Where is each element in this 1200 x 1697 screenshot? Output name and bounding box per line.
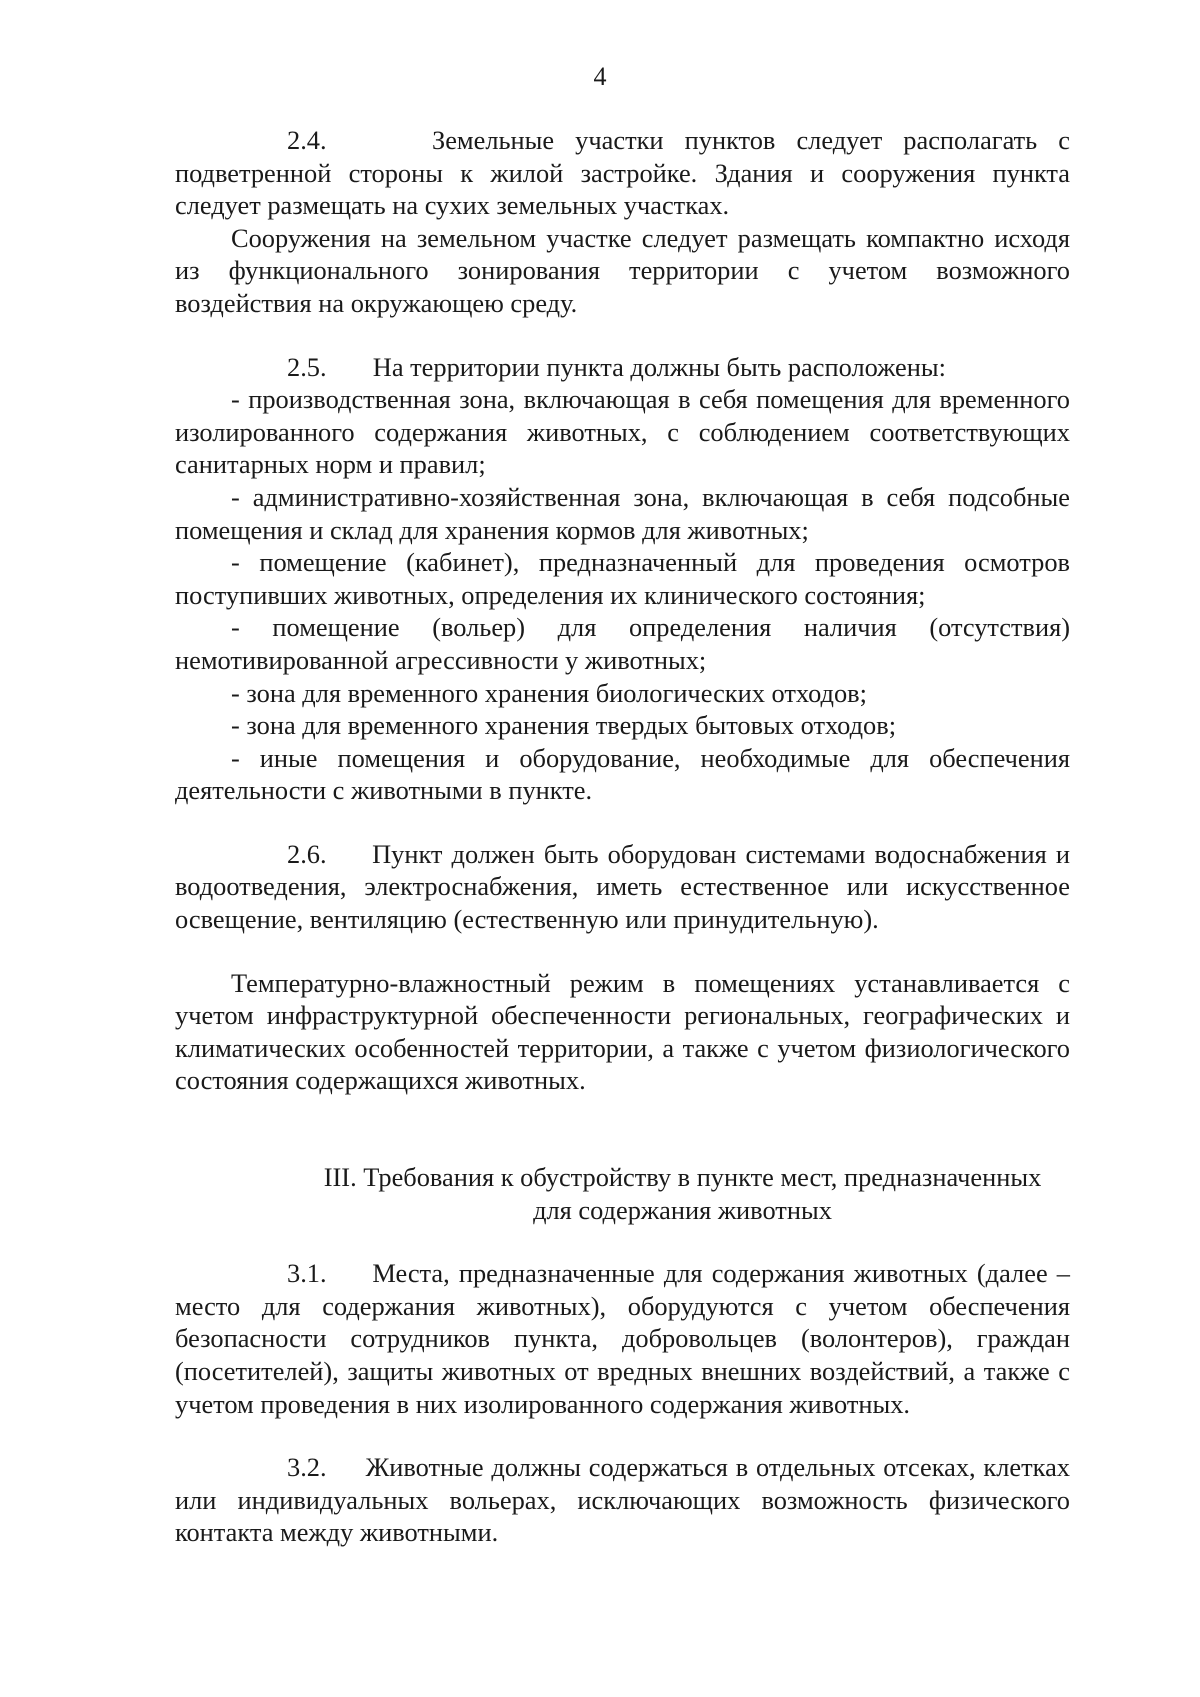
paragraph-2-4	[175, 124, 1070, 222]
document-body	[175, 124, 1070, 1549]
list-item: - зона для временного хранения твердых бытовых отходов;	[231, 710, 897, 741]
page-number: 4	[593, 62, 607, 91]
paragraph-2-6-continued: Температурно-влажностный режим в помещениях устанавливается с учетом инфраструктурной обеспеченности региональных, географических и климатических особенностей территории, а также с учетом физиологического состояния содержащихся животных.	[175, 967, 1070, 1096]
list-item: - производственная зона, включающая в себя помещения для временного изолированного содержания животных, с соблюдением соответствующих санитарных норм и правил;	[175, 384, 1070, 480]
paragraph-text: На территории пункта должны быть расположены:	[372, 351, 946, 382]
paragraph-text: Земельные участки пунктов следует располагать с подветренной стороны к жилой застройке. Здания и сооружения пункта следует размещать на сухих земельных участках.	[175, 125, 1070, 221]
paragraph-3-1	[175, 1257, 1070, 1420]
list-item: - иные помещения и оборудование, необходимые для обеспечения деятельности с животными в пункте.	[175, 742, 1070, 806]
section-3-heading	[175, 1161, 1070, 1226]
list-item: - помещение (вольер) для определения наличия (отсутствия) немотивированной агрессивности у животных;	[175, 612, 1070, 675]
paragraph-2-5	[175, 351, 1070, 384]
paragraph-2-4-continued: Сооружения на земельном участке следует размещать компактно исходя из функционального зонирования территории с учетом возможного воздействия на окружающею среду.	[175, 222, 1070, 318]
paragraph-number: 3.2.	[287, 1452, 327, 1483]
list-item: - зона для временного хранения биологических отходов;	[231, 677, 867, 708]
section-heading-line: для содержания животных	[533, 1194, 832, 1225]
paragraph-text: Места, предназначенные для содержания животных (далее – место для содержания животных), оборудуются с учетом обеспечения безопасности сотрудников пункта, добровольцев (волонтеров), граждан (посетителей), защиты животных от вредных внешних воздействий, а также с учетом проведения в них изолированного содержания животных.	[175, 1258, 1070, 1419]
paragraph-number: 2.6.	[287, 838, 327, 869]
list-item: - помещение (кабинет), предназначенный для проведения осмотров поступивших животных, определения их клинического состояния;	[175, 547, 1070, 610]
paragraph-number: 2.4.	[287, 125, 327, 155]
paragraph-2-6	[175, 838, 1070, 936]
list-item: - административно-хозяйственная зона, включающая в себя подсобные помещения и склад для хранения кормов для животных;	[175, 481, 1070, 545]
section-heading-line: III. Требования к обустройству в пункте мест, предназначенных	[323, 1162, 1042, 1193]
paragraph-3-2	[175, 1451, 1070, 1549]
paragraph-text: Животные должны содержаться в отдельных отсеках, клетках или индивидуальных вольерах, исключающих возможность физического контакта между животными.	[175, 1452, 1070, 1548]
paragraph-number: 3.1.	[287, 1258, 327, 1289]
paragraph-number: 2.5.	[287, 351, 327, 382]
paragraph-text: Пункт должен быть оборудован системами водоснабжения и водоотведения, электроснабжения, иметь естественное или искусственное освещение, вентиляцию (естественную или принудительную).	[175, 838, 1070, 935]
